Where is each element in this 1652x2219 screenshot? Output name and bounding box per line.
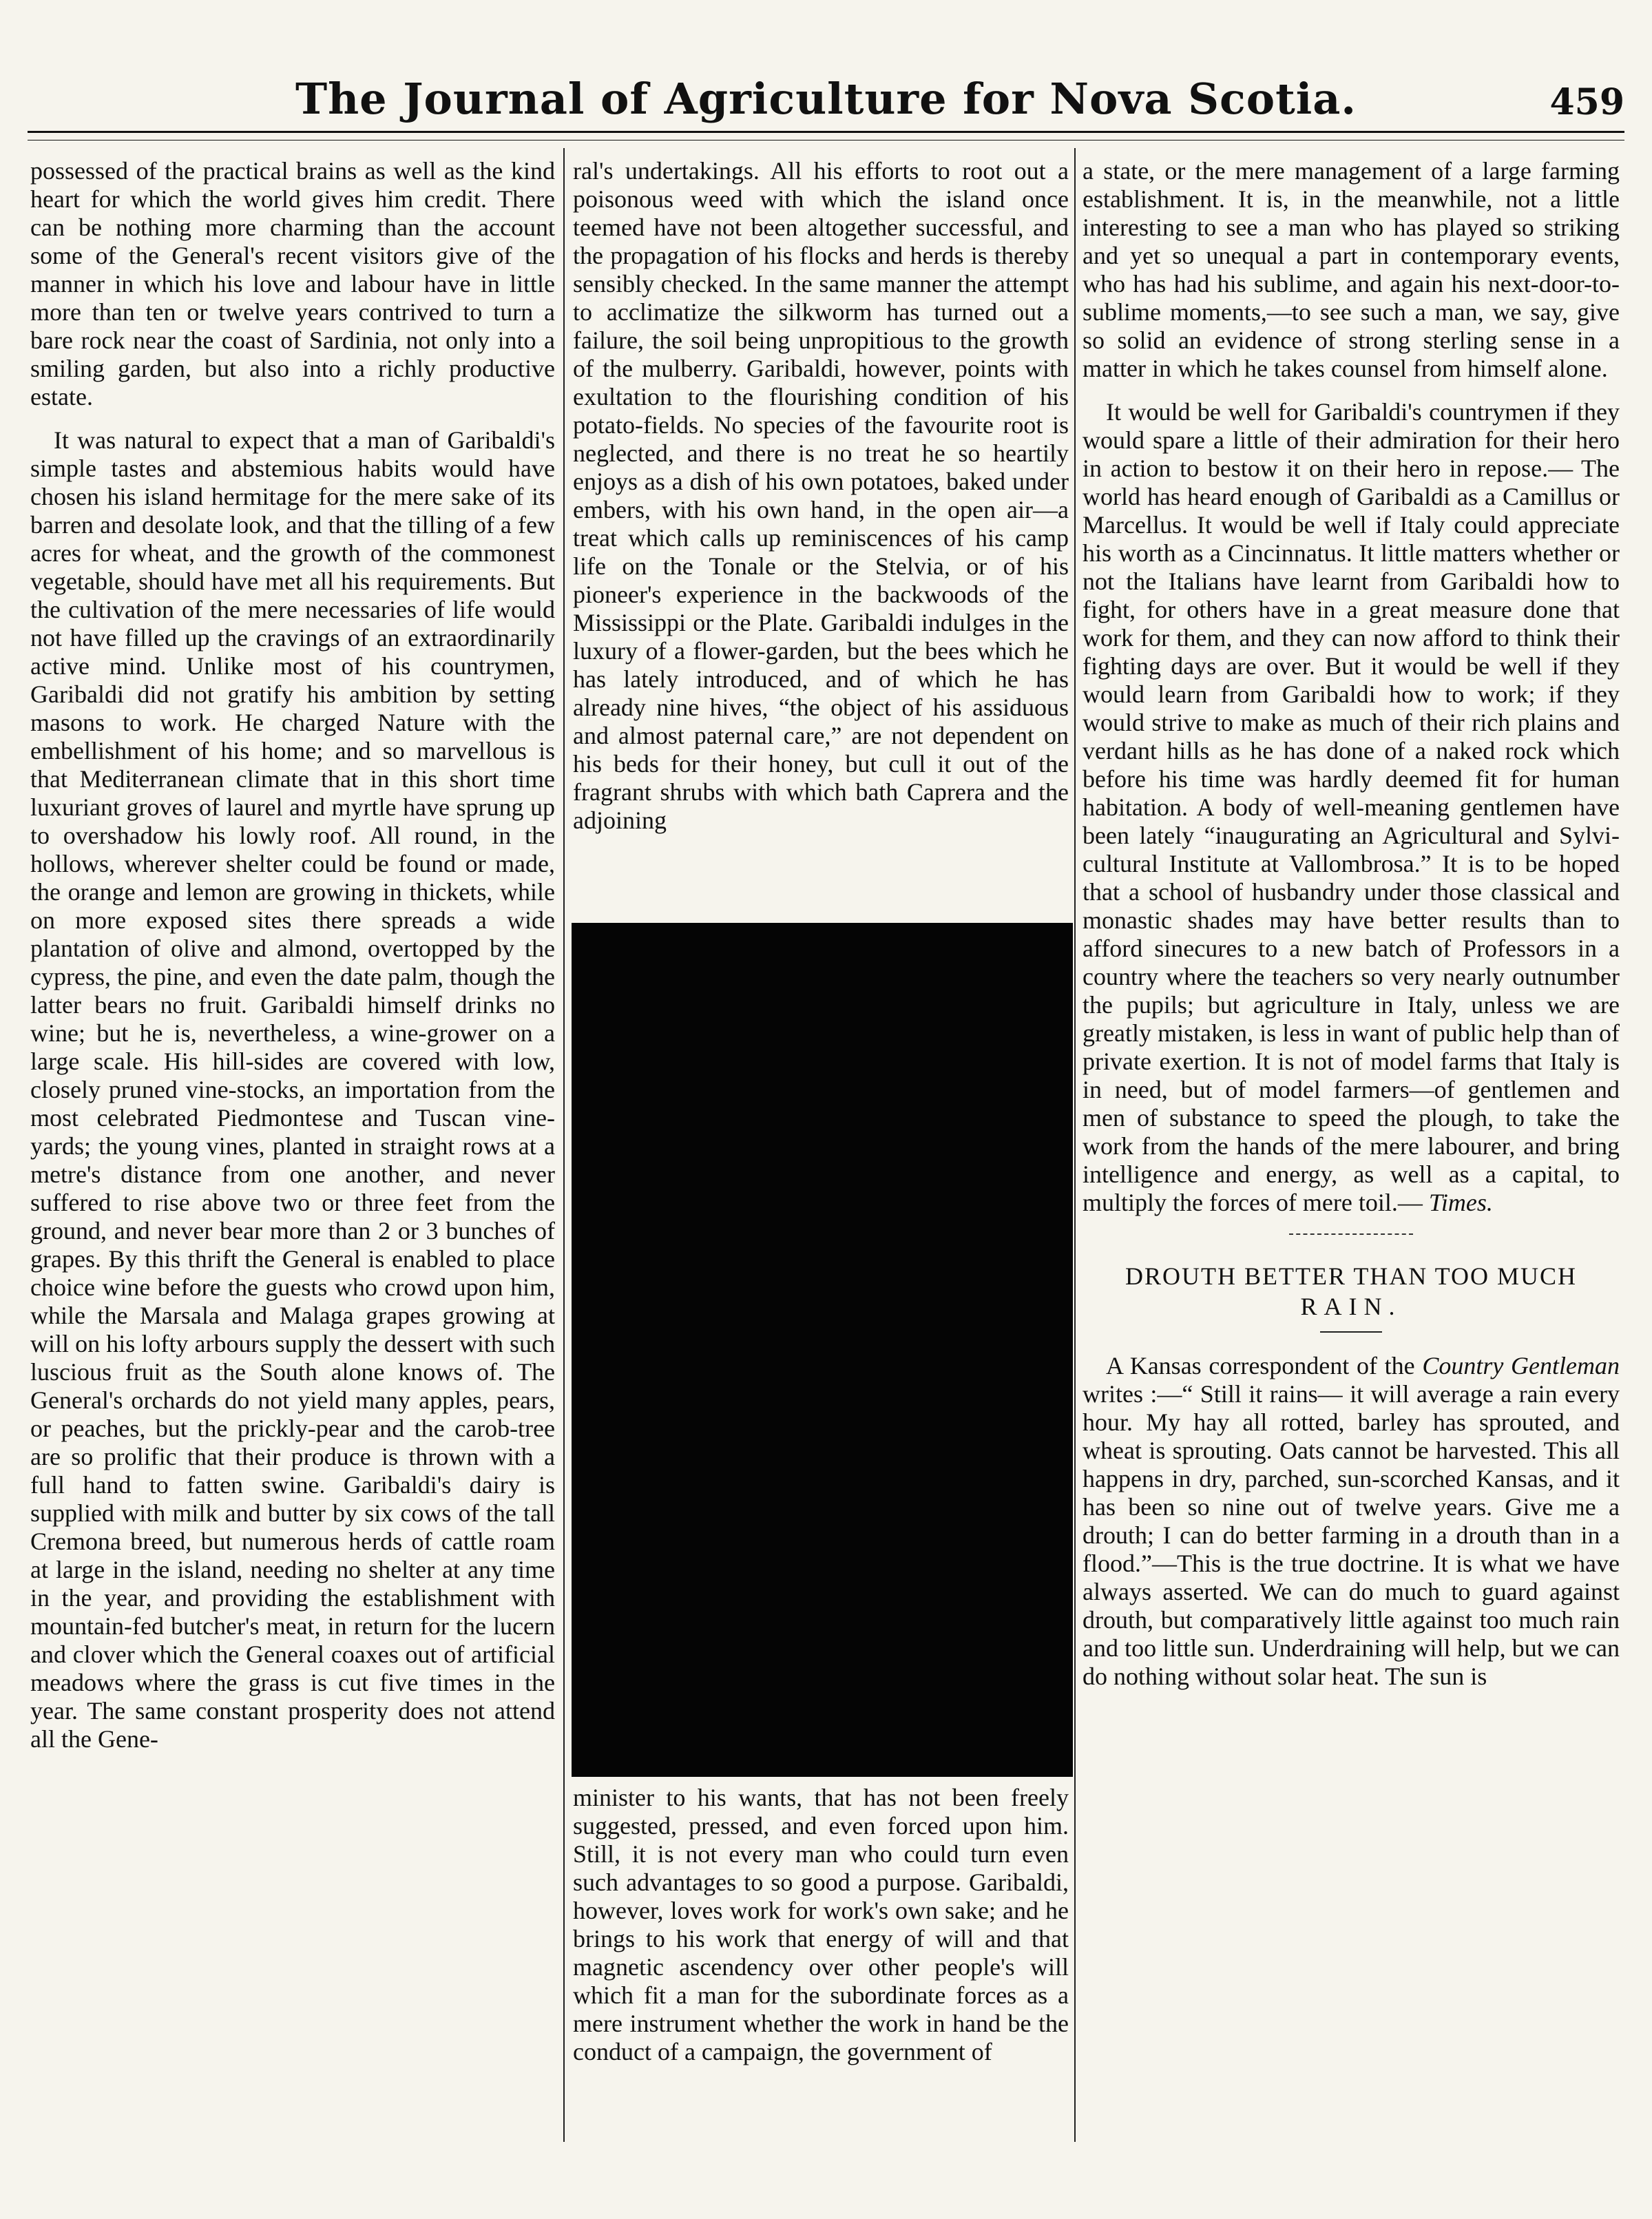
paragraph xyxy=(1083,1352,1620,1691)
column-divider xyxy=(563,148,565,2142)
column-1 xyxy=(30,157,555,1769)
header-rule xyxy=(28,131,1624,140)
page-header xyxy=(28,65,1624,124)
paragraph-start: A Kansas correspondent of the xyxy=(1106,1352,1423,1379)
paragraph: ral's undertakings. All his efforts to root out a poisonous weed with which the island once teemed have not been altogether successful, and the propagation of his flocks and herds is thereby sensibly checked. In the same manner the attempt to acclimatize the silkworm has turned out a failure, the soil being unpropitious to the growth of the mulberry. Garibaldi, however, points with exultation to the flourishing condition of his potato-fields. No species of the favourite root is neglected, and there is no treat he so heartily enjoys as a dish of his own potatoes, baked under embers, with his own hand, in the open air—a treat which calls up reminiscences of his camp life on the Tonale or the Stelvia, or of his pioneer's experience in the backwoods of the Mississippi or the Plate. Garibaldi indulges in the luxury of a flower-garden, but the bees which he has lately introduced, and of which he has already nine hives, “the object of his assiduous and almost paternal care,” are not dependent on his beds for their honey, but cull it out of the fragrant shrubs with which bath Caprera and the adjoining xyxy=(573,157,1069,834)
paragraph-text: It would be well for Garibaldi's countrymen if they would spare a little of their admiration for their hero in action to bestow it on their hero in repose.— The world has heard enough of Garibaldi as a Camillus or Marcellus. It would be well if Italy could appreciate his worth as a Cincinnatus. It little matters whether or not the Italians have learnt from Garibaldi how to fight, for others have in a great measure done that work for them, and they can now afford to think their fighting days are over. But it would be well if they would learn from Garibaldi how to work; if they would strive to make as much of their rich plains and verdant hills as he has done of a naked rock which before his time was hardly deemed fit for human habitation. A body of well-meaning gentlemen have been lately “inaugurating an Agricultural and Sylvi-cultural Institute at Vallombrosa.” It is to be hoped that a school of husbandry under those classical and monastic shades may have better results than to afford sinecures to a new batch of Professors in a country where the teachers so very nearly outnumber the pupils; but agriculture in Italy, unless we are greatly mistaken, is less in want of public help than of private exertion. It is not of model farms that Italy is in need, but of model farmers—of gentlemen and men of substance to speed the plough, to take the work from the hands of the mere labourer, and bring intelligence and energy, as well as a capital, to multiply the forces of mere toil.— xyxy=(1083,398,1620,1216)
page-number: 459 xyxy=(1549,81,1624,123)
journal-title: The Journal of Agriculture for Nova Scotia. xyxy=(295,74,1357,124)
column-3 xyxy=(1083,157,1620,1706)
heading-rule xyxy=(1320,1331,1382,1333)
article-heading-line2: RAIN. xyxy=(1300,1293,1402,1320)
column-divider xyxy=(1074,148,1076,2142)
redacted-area xyxy=(572,923,1073,1777)
column-2 xyxy=(573,157,1069,918)
paragraph: minister to his wants, that has not been freely suggested, pressed, and even forced upon him. Still, it is not every man who could turn even such advantages to so good a purpose. Garibaldi, however, loves work for work's own sake; and he brings to his work that energy of will and that magnetic ascendency over other people's will which fit a man for the subordinate forces as a mere instrument whether the work in hand be the conduct of a campaign, the government of xyxy=(573,1784,1069,2065)
paragraph: a state, or the mere management of a large farming establishment. It is, in the meanwhile, not a little interesting to see a man who has played so striking and yet so unequal a part in contemporary events, who has had his sublime, and again his next-door-to-sublime moments,—to see such a man, we say, give so solid an evidence of strong sterling sense in a matter in which he takes counsel from himself alone. xyxy=(1083,157,1620,382)
paragraph-rest: writes :—“ Still it rains— it will average a rain every hour. My hay all rotted, barley has sprouted, and wheat is sprouting. Oats cannot be harvested. This all happens in dry, parched, sun-scorched Kansas, and it has been so nine out of twelve years. Give me a drouth; I can do better farming in a drouth than in a flood.”—This is the true doctrine. It is what we have always asserted. We can do much to guard against drouth, but comparatively little against too much rain and too little sun. Underdraining will help, but we can do nothing without solar heat. The sun is xyxy=(1083,1380,1620,1690)
source-attribution: Times. xyxy=(1428,1189,1493,1216)
paragraph: It was natural to expect that a man of Garibaldi's simple tastes and abstemious habits would have chosen his island hermitage for the mere sake of its barren and desolate look, and that the tilling of a few acres for wheat, and the growth of the commonest vegetable, should have met all his requirements. But the cultivation of the mere necessaries of life would not have filled up the cravings of an extraordinarily active mind. Unlike most of his countrymen, Garibaldi did not gratify his ambition by setting masons to work. He charged Nature with the embellishment of his home; and so marvellous is that Mediterranean climate that in this short time luxuriant groves of laurel and myrtle have sprung up to overshadow his lowly roof. All round, in the hollows, wherever shelter could be found or made, the orange and lemon are growing in thickets, while on more exposed sites there spreads a wide plantation of olive and almond, overtopped by the cypress, the pine, and even the date palm, though the latter bears no fruit. Garibaldi himself drinks no wine; but he is, nevertheless, a wine-grower on a large scale. His hill-sides are covered with low, closely pruned vine-stocks, an importation from the most celebrated Piedmontese and Tuscan vine-yards; the young vines, planted in straight rows at a metre's distance from one another, and never suffered to rise above two or three feet from the ground, and never bear more than 2 or 3 bunches of grapes. By this thrift the General is enabled to place choice wine before the guests who crowd upon him, while the Marsala and Malaga grapes growing at will on his lofty arbours supply the dessert with such luscious fruit as the South alone knows of. The General's orchards do not yield many apples, pears, or peaches, but the prickly-pear and the carob-tree are so prolific that their produce is thrown with a full hand to fatten swine. Garibaldi's dairy is supplied with milk and butter by six cows of the tall Cremona breed, but numerous herds of cattle roam at large in the island, needing no shelter at any time in the year, and providing the establishment with mountain-fed butcher's meat, in return for the lucern and clover which the General coaxes out of artificial meadows where the grass is cut five times in the year. The same constant prosperity does not attend all the Gene- xyxy=(30,426,555,1753)
column-2-continued xyxy=(573,1784,1069,2066)
section-divider xyxy=(1289,1233,1413,1236)
publication-name: Country Gentleman xyxy=(1422,1352,1620,1379)
article-heading xyxy=(1083,1261,1620,1322)
article-heading-line1: DROUTH BETTER THAN TOO MUCH xyxy=(1125,1262,1577,1290)
paragraph: possessed of the practical brains as well as the kind heart for which the world gives him credit. There can be nothing more charming than the account some of the General's recent visitors give of the manner in which his love and labour have in little more than ten or twelve years contrived to turn a bare rock near the coast of Sardinia, not only into a smiling garden, but also into a richly productive estate. xyxy=(30,157,555,410)
paragraph xyxy=(1083,398,1620,1217)
